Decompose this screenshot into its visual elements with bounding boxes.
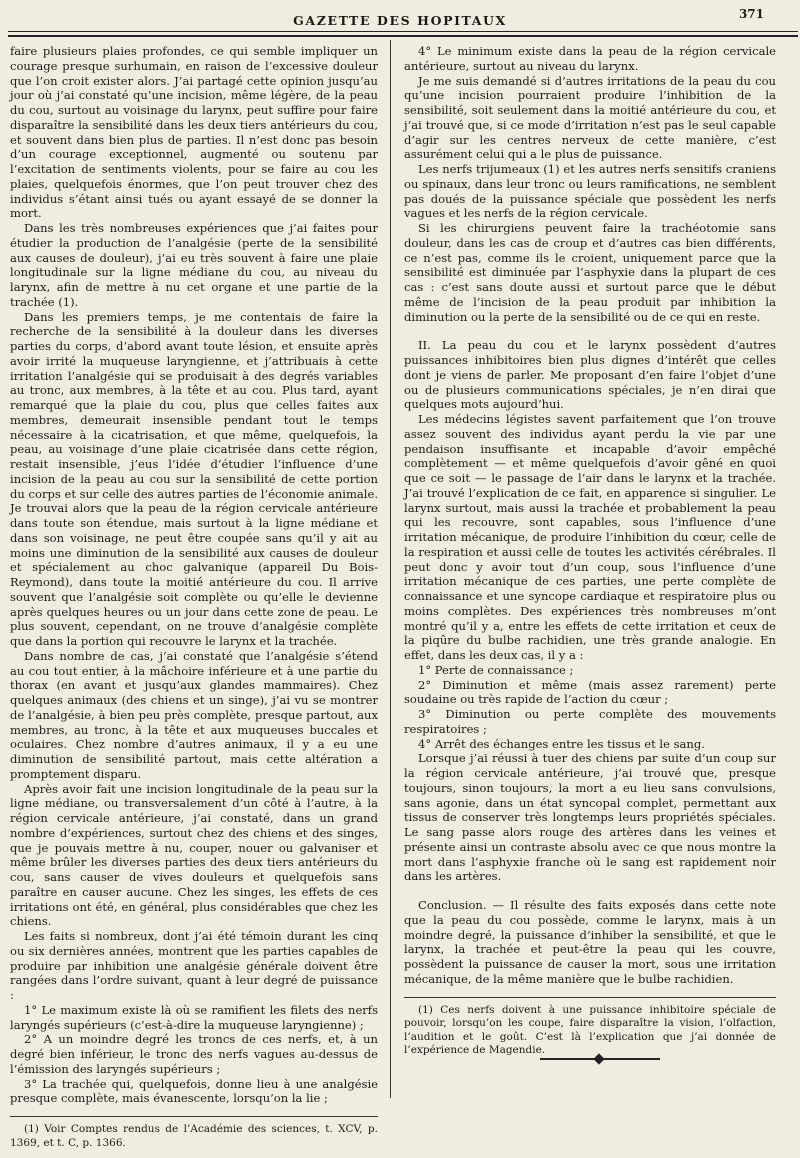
end-ornament: [540, 1058, 660, 1063]
footnote-rule: [10, 1116, 378, 1117]
footnote-rule: [404, 997, 776, 998]
list-item: 3° Diminution ou perte complète des mouvements respiratoires ;: [404, 707, 776, 736]
column-divider: [390, 40, 391, 1098]
journal-title: GAZETTE DES HOPITAUX: [293, 13, 507, 28]
list-item: 2° Diminution et même (mais assez rarement) perte soudaine ou très rapide de l’action du cœur ;: [404, 677, 776, 707]
list-item: 2° A un moindre degré les troncs de ces nerfs, et, à un degré bien inférieur, le tronc des nerfs vagues au-dessus de l’émission des laryngés supérieurs ;: [10, 1032, 378, 1076]
right-column: [404, 44, 776, 1058]
paragraph: II. La peau du cou et le larynx possèdent d’autres puissances inhibitoires bien plus dignes d’intérêt que celles dont je viens de parler. Me proposant d’en faire l’objet d’une ou de plusieurs communications spéciales, je n’en dirai que quelques mots aujourd’hui.: [404, 338, 776, 412]
footnote: (1) Voir Comptes rendus de l’Académie des sciences, t. XCV, p. 1369, et t. C, p. 1366.: [10, 1123, 378, 1149]
section-gap: [404, 884, 776, 898]
left-column: [10, 44, 378, 1150]
paragraph: Dans nombre de cas, j’ai constaté que l’analgésie s’étend au cou tout entier, à la mâchoire inférieure et à une partie du thorax (en avant et jusqu’aux glandes mammaires). Chez quelques animaux (des chiens et un singe), j’ai vu se montrer de l’analgésie, à bien peu près complète, presque partout, aux membres, au tronc, à la tête et aux muqueuses buccales et oculaires. Chez nombre d’autres animaux, il y a eu une diminution de sensibilité partout, mais cette altération a promptement disparu.: [10, 648, 378, 781]
paragraph: Je me suis demandé si d’autres irritations de la peau du cou qu’une incision pourraient produire l’inhibition de la sensibilité, soit seulement dans la moitié antérieure du cou, et j’ai trouvé que, si ce mode d’irritation n’est pas le seul capable d’agir sur les centres nerveux de cette manière, c’est assurément celui qui a le plus de puissance.: [404, 73, 776, 162]
paragraph: Après avoir fait une incision longitudinale de la peau sur la ligne médiane, ou transversalement d’un côté à l’autre, à la région cervicale antérieure, j’ai constaté, dans un grand nombre d’expériences, surtout chez des chiens et des singes, que je pouvais mettre à nu, couper, nouer ou galvaniser et même brûler les diverses parties des deux tiers antérieurs du cou, sans causer de vives douleurs et quelquefois sans paraître en causer aucune. Chez les singes, les effets de ces irritations ont été, en général, plus considérables que chez les chiens.: [10, 781, 378, 929]
list-item: 1° Le maximum existe là où se ramifient les filets des nerfs laryngés supérieurs (c’est-à-dire la muqueuse laryngienne) ;: [10, 1002, 378, 1032]
section-gap: [404, 324, 776, 338]
page-header: [0, 0, 800, 40]
header-rule: [8, 31, 798, 32]
list-item: 4° Arrêt des échanges entre les tissus et le sang.: [418, 736, 705, 751]
conclusion-paragraph: Conclusion. — Il résulte des faits exposés dans cette note que la peau du cou possède, comme le larynx, mais à un moindre degré, la puissance d’inhiber la sensibilité, et que le larynx, la trachée et peut-être la peau qui les couvre, possèdent la puissance de causer la mort, sous une irritation mécanique, de la même manière que le bulbe rachidien.: [404, 898, 776, 986]
footnote: (1) Ces nerfs doivent à une puissance inhibitoire spéciale de pouvoir, lorsqu’on les coupe, faire disparaître la vision, l’olfaction, l’audition et le goût. C’est là l’explication que j’ai donnée de l’expérience de Magendie.: [404, 1003, 776, 1056]
header-rule-thick: [8, 35, 798, 37]
paragraph: Lorsque j’ai réussi à tuer des chiens par suite d’un coup sur la région cervicale antérieure, j’ai trouvé que, presque toujours, sinon toujours, la mort a eu lieu sans convulsions, sans agonie, dans un état syncopal complet, permettant aux tissus de conserver très longtemps leurs propriétés spéciales. Le sang passe alors rouge des artères dans les veines et présente ainsi un contraste absolu avec ce que nous montre la mort dans l’asphyxie franche où le sang est rapidement noir dans les artères.: [404, 751, 776, 884]
paragraph: faire plusieurs plaies profondes, ce qui semble impliquer un courage presque surhumain, en raison de l’excessive douleur que l’on croit exister alors. J’ai partagé cette opinion jusqu’au jour où j’ai constaté qu’une incision, même légère, de la peau du cou, surtout au voisinage du larynx, peut suffire pour faire disparaître la sensibilité dans les deux tiers antérieurs du cou, et souvent dans bien plus de parties. Il n’est donc pas besoin d’un courage exceptionnel, augmenté ou soutenu par l’excitation de sentiments violents, pour se faire au cou les plaies, quelquefois énormes, que l’on peut trouver chez des individus s’étant ainsi tués ou ayant essayé de se donner la mort.: [10, 44, 378, 221]
paragraph: Les médecins légistes savent parfaitement que l’on trouve assez souvent des individus ayant perdu la vie par une pendaison insuffisante et incapable d’avoir empêché complètement — et même quelquefois d’avoir gêné en quoi que ce soit — le passage de l’air dans le larynx et la trachée. J’ai trouvé l’explication de ce fait, en apparence si singulier. Le larynx surtout, mais aussi la trachée et probablement la peau qui les recouvre, sont capables, sous l’influence d’une irritation mécanique, de produire l’inhibition du cœur, celle de la respiration et aussi celle de toutes les activités cérébrales. Il peut donc y avoir tout d’un coup, sous l’influence d’une irritation mécanique de ces parties, une perte complète de connaissance et une syncope cardiaque et respiratoire plus ou moins complètes. Des expériences très nombreuses m’ont montré qu’il y a, entre les effets de cette irritation et ceux de la piqûre du bulbe rachidien, une très grande analogie. En effet, dans les deux cas, il y a :: [404, 412, 776, 662]
list-item: 1° Perte de connaissance ;: [418, 662, 574, 677]
list-item: 4° Le minimum existe dans la peau de la région cervicale antérieure, surtout au niveau du larynx.: [404, 44, 776, 73]
paragraph: Les nerfs trijumeaux (1) et les autres nerfs sensitifs craniens ou spinaux, dans leur tronc ou leurs ramifications, ne semblent pas doués de la puissance spéciale que possèdent les nerfs vagues et les nerfs de la région cervicale.: [404, 162, 776, 221]
paragraph: Dans les très nombreuses expériences que j’ai faites pour étudier la production de l’analgésie (perte de la sensibilité aux causes de douleur), j’ai eu très souvent à faire une plaie longitudinale sur la ligne médiane du cou, au niveau du larynx, afin de mettre à nu cet organe et une partie de la trachée (1).: [10, 221, 378, 309]
list-item: 3° La trachée qui, quelquefois, donne lieu à une analgésie presque complète, mais évanescente, lorsqu’on la lie ;: [10, 1076, 378, 1106]
page-number: 371: [738, 7, 764, 21]
paragraph: Dans les premiers temps, je me contentais de faire la recherche de la sensibilité à la douleur dans les diverses parties du corps, d’abord avant toute lésion, et ensuite après avoir irrité la muqueuse laryngienne, et j’attribuais à cette irritation l’analgésie qui se produisait à des degrés variables au tronc, aux membres, à la tête et au cou. Plus tard, ayant remarqué que la plaie du cou, plus que celles faites aux membres, demeurait insensible pendant tout le temps nécessaire à la cicatrisation, et que même, quelquefois, la peau, au voisinage d’une plaie cicatrisée dans cette région, restait insensible, j’eus l’idée d’étudier l’influence d’une incision de la peau au cou sur la sensibilité de cette portion du corps et sur celle des autres parties de l’économie animale. Je trouvai alors que la peau de la région cervicale antérieure dans toute son étendue, mais surtout à la ligne médiane et dans son voisinage, ne peut être coupée sans qu’il y ait au moins une diminution de la sensibilité aux causes de douleur et spécialement au choc galvanique (appareil Du Bois-Reymond), dans toute la moitié antérieure du cou. Il arrive souvent que l’analgésie soit complète ou qu’elle le devienne après quelques heures ou un jour dans cette zone de peau. Le plus souvent, cependant, on ne trouve d’analgésie complète que dans la portion qui recouvre le larynx et la trachée.: [10, 309, 378, 648]
paragraph: Les faits si nombreux, dont j’ai été témoin durant les cinq ou six dernières années, montrent que les parties capables de produire par inhibition une analgésie générale doivent être rangées dans l’ordre suivant, quant à leur degré de puissance :: [10, 929, 378, 1002]
paragraph: Si les chirurgiens peuvent faire la trachéotomie sans douleur, dans les cas de croup et d’autres cas bien différents, ce n’est pas, comme ils le croient, uniquement parce que la sensibilité est diminuée par l’asphyxie dans la plupart de ces cas : c’est sans doute aussi et surtout parce que le début même de l’incision de la peau produit par inhibition la diminution ou la perte de la sensibilité ou de ce qui en reste.: [404, 221, 776, 324]
